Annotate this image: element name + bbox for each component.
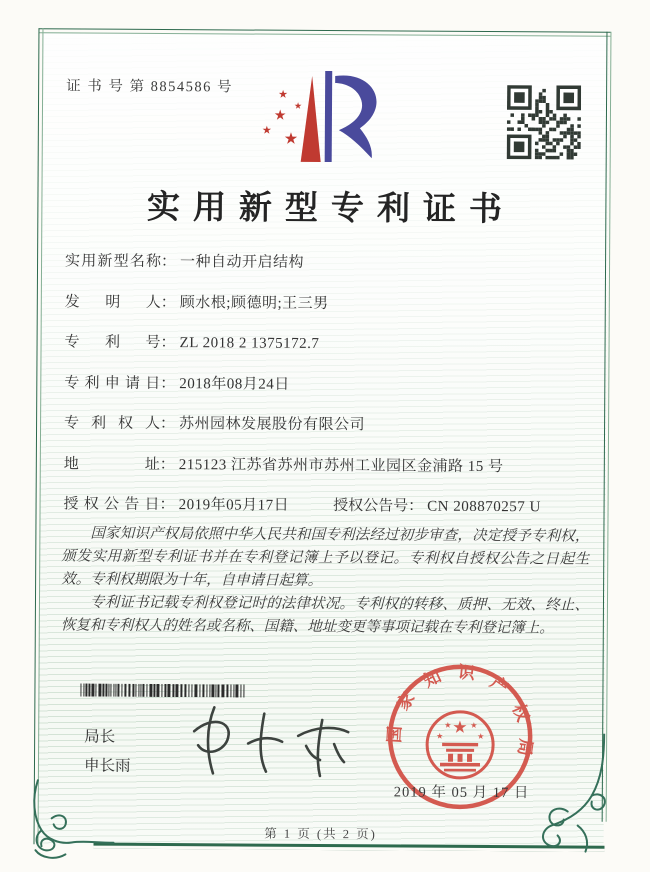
field-label: 授权公告号 xyxy=(333,498,409,515)
field-label: 授权公告日 xyxy=(63,496,160,513)
colon: ： xyxy=(160,294,176,311)
colon: ： xyxy=(408,498,424,515)
signature xyxy=(180,697,361,786)
field-label: 专利号 xyxy=(64,334,161,351)
page-number: 第 1 页 (共 2 页) xyxy=(264,826,377,842)
field-row-filing-date xyxy=(64,371,594,391)
svg-text:★: ★ xyxy=(470,720,478,730)
legal-paragraph-1: 国家知识产权局依照中华人民共和国专利法经过初步审查，决定授予专利权，颁发实用新型专利证书并在专利登记簿上予以登记。专利权自授权公告之日起生效。专利权期限为十年，自申请日起算。 xyxy=(61,525,590,589)
field-value: 2019年05月17日 xyxy=(178,497,290,514)
field-row-patentee xyxy=(64,411,594,434)
svg-text:★: ★ xyxy=(436,731,444,741)
svg-text:★: ★ xyxy=(293,100,303,111)
qr-code xyxy=(507,85,581,159)
field-value: CN 208870257 U xyxy=(427,498,541,516)
certificate-number: 证 书 号 第 8854586 号 xyxy=(66,78,234,96)
cnipa-logo-icon xyxy=(254,68,411,171)
svg-text:★: ★ xyxy=(261,124,272,137)
field-row-inventors xyxy=(65,290,595,310)
commissioner-name: 申长雨 xyxy=(83,757,131,775)
commissioner-block xyxy=(84,723,131,781)
colon: ： xyxy=(159,456,175,473)
colon: ： xyxy=(159,496,175,514)
colon: ： xyxy=(160,375,176,392)
field-value: 一种自动开启结构 xyxy=(180,254,305,271)
field-value: 2018年08月24日 xyxy=(179,375,290,393)
colon: ： xyxy=(160,334,176,352)
field-value: 苏州园林发展股份有限公司 xyxy=(179,416,366,434)
legal-text xyxy=(61,522,590,640)
commissioner-title: 局长 xyxy=(84,728,116,746)
field-label: 专利申请日 xyxy=(64,374,161,392)
certificate-title: 实用新型专利证书 xyxy=(146,189,515,229)
field-value: 顾水根;顾德明;王三男 xyxy=(179,294,329,312)
colon: ： xyxy=(160,415,176,433)
barcode xyxy=(80,684,248,698)
seal-date: 2019 年 05 月 17 日 xyxy=(393,784,530,802)
field-list xyxy=(63,249,595,536)
field-row-patent-no xyxy=(65,330,595,350)
svg-text:★: ★ xyxy=(477,731,485,741)
field-label: 专利权人 xyxy=(64,415,161,432)
national-emblem-icon xyxy=(427,712,493,778)
svg-text:★: ★ xyxy=(278,88,288,101)
svg-text:★: ★ xyxy=(444,720,452,730)
field-row-grant xyxy=(63,492,594,516)
field-row-name xyxy=(65,249,595,269)
field-label: 地址 xyxy=(63,455,160,473)
field-value: ZL 2018 2 1375172.7 xyxy=(179,335,320,352)
seal-text: 国家知识产权局 xyxy=(384,662,536,758)
colon: ： xyxy=(161,253,177,271)
svg-text:★: ★ xyxy=(452,717,468,737)
legal-paragraph-2: 专利证书记载专利权登记时的法律状况。专利权的转移、质押、无效、终止、恢复和专利权人的姓名或名称、国籍、地址变更等事项记载在专利登记簿上。 xyxy=(60,594,590,637)
svg-text:★: ★ xyxy=(283,130,299,148)
field-label: 实用新型名称 xyxy=(65,253,162,270)
field-value: 215123 江苏省苏州市苏州工业园区金浦路 15 号 xyxy=(178,456,504,475)
svg-text:★: ★ xyxy=(273,108,287,124)
field-label: 发明人 xyxy=(64,293,161,311)
field-row-address xyxy=(63,452,594,475)
